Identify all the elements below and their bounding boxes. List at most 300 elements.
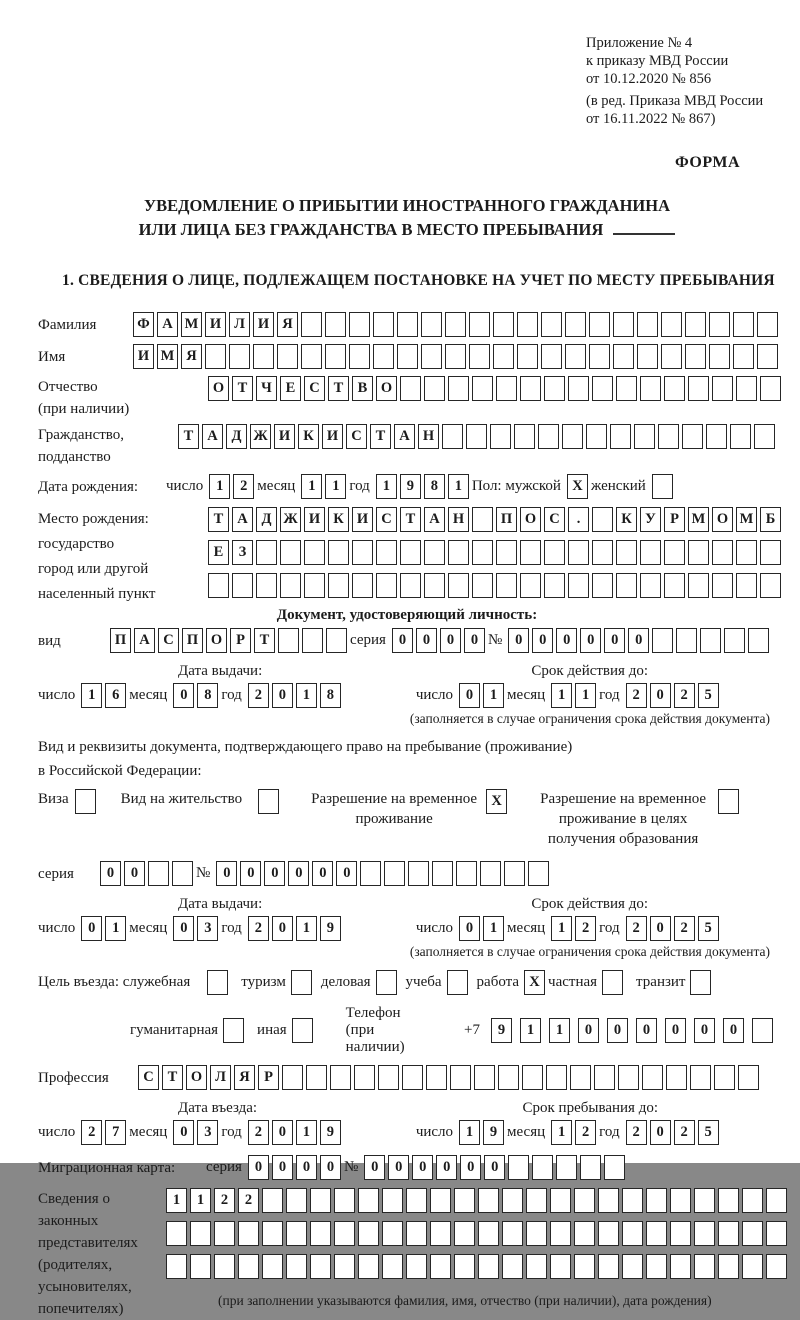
char-box[interactable] — [256, 573, 277, 598]
char-box[interactable]: А — [394, 424, 415, 449]
char-box[interactable]: Н — [418, 424, 439, 449]
char-box[interactable]: . — [568, 507, 589, 532]
char-box[interactable] — [406, 1221, 427, 1246]
char-box[interactable]: Е — [280, 376, 301, 401]
char-box[interactable] — [550, 1221, 571, 1246]
char-box[interactable]: Ф — [133, 312, 154, 337]
char-box[interactable] — [496, 376, 517, 401]
char-box[interactable] — [652, 474, 673, 499]
char-box[interactable] — [454, 1188, 475, 1213]
char-box[interactable] — [690, 1065, 711, 1090]
char-box[interactable]: 0 — [650, 1120, 671, 1145]
char-box[interactable] — [594, 1065, 615, 1090]
char-box[interactable] — [502, 1221, 523, 1246]
char-box[interactable] — [426, 1065, 447, 1090]
char-box[interactable] — [688, 573, 709, 598]
char-box[interactable] — [517, 312, 538, 337]
char-box[interactable] — [690, 970, 711, 995]
char-box[interactable]: 0 — [650, 916, 671, 941]
char-box[interactable] — [238, 1254, 259, 1279]
char-box[interactable] — [712, 573, 733, 598]
char-box[interactable]: 0 — [628, 628, 649, 653]
char-box[interactable] — [373, 344, 394, 369]
char-box[interactable] — [238, 1221, 259, 1246]
char-box[interactable] — [598, 1254, 619, 1279]
char-box[interactable]: 0 — [532, 628, 553, 653]
char-box[interactable] — [528, 861, 549, 886]
char-box[interactable]: 0 — [264, 861, 285, 886]
char-box[interactable]: 0 — [288, 861, 309, 886]
char-box[interactable] — [613, 312, 634, 337]
char-box[interactable]: Р — [258, 1065, 279, 1090]
char-box[interactable]: Д — [226, 424, 247, 449]
char-box[interactable] — [646, 1188, 667, 1213]
char-box[interactable] — [733, 344, 754, 369]
char-box[interactable]: 2 — [575, 916, 596, 941]
char-box[interactable] — [469, 344, 490, 369]
char-box[interactable]: 1 — [209, 474, 230, 499]
char-box[interactable] — [190, 1221, 211, 1246]
char-box[interactable] — [478, 1254, 499, 1279]
char-box[interactable]: 2 — [214, 1188, 235, 1213]
char-box[interactable] — [616, 573, 637, 598]
char-box[interactable] — [733, 312, 754, 337]
purpose-tourism-checkbox[interactable] — [286, 970, 315, 995]
char-box[interactable] — [166, 1254, 187, 1279]
char-box[interactable] — [568, 540, 589, 565]
char-box[interactable]: В — [352, 376, 373, 401]
char-box[interactable] — [445, 312, 466, 337]
char-box[interactable] — [262, 1221, 283, 1246]
char-box[interactable] — [752, 1018, 773, 1043]
char-box[interactable] — [736, 573, 757, 598]
char-box[interactable] — [520, 376, 541, 401]
char-box[interactable]: 9 — [491, 1018, 512, 1043]
char-box[interactable] — [688, 540, 709, 565]
char-box[interactable] — [292, 1018, 313, 1043]
char-box[interactable]: 0 — [723, 1018, 744, 1043]
char-box[interactable] — [373, 312, 394, 337]
char-box[interactable]: С — [304, 376, 325, 401]
char-box[interactable] — [748, 628, 769, 653]
char-box[interactable]: 0 — [272, 683, 293, 708]
char-box[interactable]: 0 — [636, 1018, 657, 1043]
char-box[interactable] — [709, 344, 730, 369]
char-box[interactable] — [574, 1254, 595, 1279]
char-box[interactable] — [148, 861, 169, 886]
char-box[interactable] — [286, 1221, 307, 1246]
char-box[interactable] — [278, 628, 299, 653]
birth-place-input-row1[interactable] — [208, 507, 784, 532]
char-box[interactable] — [712, 540, 733, 565]
char-box[interactable] — [724, 628, 745, 653]
char-box[interactable] — [676, 628, 697, 653]
char-box[interactable] — [700, 628, 721, 653]
char-box[interactable]: 2 — [674, 1120, 695, 1145]
char-box[interactable] — [262, 1254, 283, 1279]
char-box[interactable]: 1 — [551, 1120, 572, 1145]
char-box[interactable]: И — [253, 312, 274, 337]
char-box[interactable] — [760, 573, 781, 598]
char-box[interactable]: М — [736, 507, 757, 532]
char-box[interactable] — [442, 424, 463, 449]
char-box[interactable] — [445, 344, 466, 369]
char-box[interactable] — [496, 540, 517, 565]
char-box[interactable]: С — [376, 507, 397, 532]
char-box[interactable] — [504, 861, 525, 886]
char-box[interactable]: 0 — [173, 1120, 194, 1145]
char-box[interactable] — [421, 344, 442, 369]
char-box[interactable]: 5 — [698, 916, 719, 941]
char-box[interactable]: 0 — [388, 1155, 409, 1180]
stay-month-input[interactable] — [551, 1120, 599, 1145]
char-box[interactable] — [301, 312, 322, 337]
char-box[interactable] — [742, 1254, 763, 1279]
char-box[interactable]: 1 — [448, 474, 469, 499]
char-box[interactable] — [618, 1065, 639, 1090]
char-box[interactable] — [574, 1221, 595, 1246]
char-box[interactable] — [712, 376, 733, 401]
char-box[interactable] — [766, 1188, 787, 1213]
birth-place-input-row2[interactable] — [208, 540, 784, 565]
char-box[interactable] — [325, 312, 346, 337]
profession-input[interactable] — [138, 1065, 762, 1090]
char-box[interactable] — [718, 1188, 739, 1213]
char-box[interactable] — [207, 970, 228, 995]
stay-day-input[interactable] — [459, 1120, 507, 1145]
char-box[interactable] — [376, 573, 397, 598]
char-box[interactable] — [330, 1065, 351, 1090]
char-box[interactable]: 0 — [508, 628, 529, 653]
char-box[interactable] — [526, 1188, 547, 1213]
char-box[interactable]: А — [202, 424, 223, 449]
char-box[interactable] — [565, 344, 586, 369]
char-box[interactable]: 0 — [173, 916, 194, 941]
char-box[interactable]: Я — [277, 312, 298, 337]
char-box[interactable]: 5 — [698, 683, 719, 708]
purpose-official-checkbox[interactable] — [202, 970, 231, 995]
char-box[interactable]: 1 — [483, 916, 504, 941]
stay-year-input[interactable] — [626, 1120, 722, 1145]
char-box[interactable] — [384, 861, 405, 886]
char-box[interactable] — [589, 344, 610, 369]
char-box[interactable]: С — [544, 507, 565, 532]
char-box[interactable] — [589, 312, 610, 337]
char-box[interactable] — [682, 424, 703, 449]
char-box[interactable] — [421, 312, 442, 337]
char-box[interactable] — [472, 507, 493, 532]
char-box[interactable] — [616, 540, 637, 565]
char-box[interactable]: 1 — [520, 1018, 541, 1043]
char-box[interactable] — [736, 540, 757, 565]
char-box[interactable] — [286, 1254, 307, 1279]
char-box[interactable]: К — [328, 507, 349, 532]
char-box[interactable]: 0 — [240, 861, 261, 886]
char-box[interactable] — [376, 970, 397, 995]
char-box[interactable] — [736, 376, 757, 401]
purpose-other-checkbox[interactable] — [287, 1018, 316, 1043]
entry-month-input[interactable] — [173, 1120, 221, 1145]
char-box[interactable]: 1 — [296, 683, 317, 708]
char-box[interactable] — [538, 424, 559, 449]
char-box[interactable] — [526, 1221, 547, 1246]
char-box[interactable] — [256, 540, 277, 565]
sex-female-checkbox[interactable] — [652, 474, 676, 499]
phone-input[interactable] — [486, 1018, 776, 1043]
char-box[interactable]: А — [232, 507, 253, 532]
char-box[interactable] — [602, 970, 623, 995]
char-box[interactable]: 2 — [248, 1120, 269, 1145]
char-box[interactable] — [466, 424, 487, 449]
char-box[interactable] — [520, 573, 541, 598]
char-box[interactable] — [568, 573, 589, 598]
char-box[interactable]: 0 — [556, 628, 577, 653]
char-box[interactable]: 2 — [626, 1120, 647, 1145]
char-box[interactable] — [328, 573, 349, 598]
char-box[interactable] — [280, 540, 301, 565]
char-box[interactable]: 5 — [698, 1120, 719, 1145]
char-box[interactable]: 1 — [190, 1188, 211, 1213]
char-box[interactable] — [574, 1188, 595, 1213]
char-box[interactable] — [526, 1254, 547, 1279]
char-box[interactable]: X — [486, 789, 507, 814]
char-box[interactable]: 1 — [105, 916, 126, 941]
char-box[interactable]: Д — [256, 507, 277, 532]
char-box[interactable]: 2 — [238, 1188, 259, 1213]
doc-issue-month-input[interactable] — [173, 683, 221, 708]
char-box[interactable]: О — [376, 376, 397, 401]
char-box[interactable]: 0 — [216, 861, 237, 886]
char-box[interactable]: 6 — [105, 683, 126, 708]
char-box[interactable]: 1 — [325, 474, 346, 499]
char-box[interactable] — [358, 1254, 379, 1279]
char-box[interactable]: 0 — [665, 1018, 686, 1043]
char-box[interactable] — [262, 1188, 283, 1213]
char-box[interactable] — [709, 312, 730, 337]
char-box[interactable] — [714, 1065, 735, 1090]
char-box[interactable] — [280, 573, 301, 598]
permit-valid-day-input[interactable] — [459, 916, 507, 941]
temp-residence-edu-checkbox[interactable] — [718, 789, 742, 814]
char-box[interactable] — [670, 1254, 691, 1279]
char-box[interactable]: 0 — [296, 1155, 317, 1180]
char-box[interactable]: П — [496, 507, 517, 532]
char-box[interactable]: 0 — [272, 916, 293, 941]
char-box[interactable] — [718, 1254, 739, 1279]
permit-series-input[interactable] — [100, 861, 196, 886]
char-box[interactable]: 0 — [459, 683, 480, 708]
char-box[interactable]: 0 — [694, 1018, 715, 1043]
char-box[interactable] — [580, 1155, 601, 1180]
char-box[interactable] — [408, 861, 429, 886]
purpose-study-checkbox[interactable] — [442, 970, 471, 995]
char-box[interactable] — [622, 1254, 643, 1279]
char-box[interactable]: 9 — [320, 916, 341, 941]
char-box[interactable] — [223, 1018, 244, 1043]
char-box[interactable]: И — [322, 424, 343, 449]
char-box[interactable] — [352, 573, 373, 598]
char-box[interactable] — [424, 573, 445, 598]
char-box[interactable] — [646, 1221, 667, 1246]
doc-series-input[interactable] — [392, 628, 488, 653]
char-box[interactable]: 2 — [233, 474, 254, 499]
char-box[interactable] — [448, 540, 469, 565]
char-box[interactable] — [622, 1188, 643, 1213]
char-box[interactable]: 8 — [424, 474, 445, 499]
char-box[interactable] — [310, 1254, 331, 1279]
char-box[interactable] — [541, 312, 562, 337]
char-box[interactable]: 0 — [412, 1155, 433, 1180]
char-box[interactable] — [214, 1221, 235, 1246]
char-box[interactable]: М — [688, 507, 709, 532]
char-box[interactable]: 0 — [607, 1018, 628, 1043]
char-box[interactable] — [544, 540, 565, 565]
char-box[interactable]: Ж — [280, 507, 301, 532]
char-box[interactable] — [304, 573, 325, 598]
permit-valid-year-input[interactable] — [626, 916, 722, 941]
char-box[interactable]: А — [134, 628, 155, 653]
legal-reps-input-row1[interactable] — [166, 1188, 790, 1213]
char-box[interactable] — [406, 1254, 427, 1279]
char-box[interactable]: И — [205, 312, 226, 337]
birth-year-input[interactable] — [376, 474, 472, 499]
char-box[interactable] — [666, 1065, 687, 1090]
char-box[interactable]: 1 — [296, 1120, 317, 1145]
char-box[interactable] — [378, 1065, 399, 1090]
char-box[interactable]: 2 — [626, 916, 647, 941]
char-box[interactable]: 1 — [551, 916, 572, 941]
char-box[interactable] — [166, 1221, 187, 1246]
doc-valid-year-input[interactable] — [626, 683, 722, 708]
char-box[interactable] — [570, 1065, 591, 1090]
given-name-input[interactable] — [133, 344, 781, 369]
char-box[interactable]: О — [520, 507, 541, 532]
char-box[interactable] — [694, 1254, 715, 1279]
char-box[interactable]: 2 — [674, 683, 695, 708]
char-box[interactable] — [565, 312, 586, 337]
char-box[interactable] — [478, 1221, 499, 1246]
char-box[interactable]: А — [424, 507, 445, 532]
char-box[interactable]: 1 — [483, 683, 504, 708]
char-box[interactable] — [310, 1188, 331, 1213]
char-box[interactable] — [706, 424, 727, 449]
char-box[interactable] — [694, 1221, 715, 1246]
char-box[interactable]: 0 — [124, 861, 145, 886]
char-box[interactable] — [358, 1221, 379, 1246]
char-box[interactable]: И — [133, 344, 154, 369]
char-box[interactable] — [646, 1254, 667, 1279]
char-box[interactable] — [430, 1188, 451, 1213]
citizenship-input[interactable] — [178, 424, 778, 449]
char-box[interactable] — [382, 1188, 403, 1213]
char-box[interactable] — [541, 344, 562, 369]
char-box[interactable] — [664, 573, 685, 598]
char-box[interactable]: 0 — [336, 861, 357, 886]
char-box[interactable] — [550, 1188, 571, 1213]
char-box[interactable] — [306, 1065, 327, 1090]
char-box[interactable] — [424, 376, 445, 401]
permit-issue-year-input[interactable] — [248, 916, 344, 941]
char-box[interactable] — [334, 1221, 355, 1246]
char-box[interactable] — [400, 376, 421, 401]
char-box[interactable] — [382, 1254, 403, 1279]
purpose-private-checkbox[interactable] — [597, 970, 626, 995]
char-box[interactable] — [358, 1188, 379, 1213]
char-box[interactable]: И — [304, 507, 325, 532]
char-box[interactable] — [352, 540, 373, 565]
char-box[interactable]: 1 — [81, 683, 102, 708]
char-box[interactable]: К — [616, 507, 637, 532]
char-box[interactable] — [586, 424, 607, 449]
char-box[interactable] — [604, 1155, 625, 1180]
purpose-work-checkbox[interactable] — [519, 970, 548, 995]
char-box[interactable] — [592, 540, 613, 565]
permit-valid-month-input[interactable] — [551, 916, 599, 941]
char-box[interactable]: О — [712, 507, 733, 532]
char-box[interactable] — [718, 789, 739, 814]
purpose-business-checkbox[interactable] — [371, 970, 400, 995]
char-box[interactable]: 0 — [580, 628, 601, 653]
char-box[interactable]: 0 — [272, 1155, 293, 1180]
char-box[interactable] — [616, 376, 637, 401]
char-box[interactable] — [514, 424, 535, 449]
char-box[interactable] — [640, 540, 661, 565]
char-box[interactable]: 1 — [376, 474, 397, 499]
char-box[interactable]: 0 — [416, 628, 437, 653]
migration-number-input[interactable] — [364, 1155, 628, 1180]
char-box[interactable]: 7 — [105, 1120, 126, 1145]
char-box[interactable] — [349, 312, 370, 337]
char-box[interactable]: Т — [254, 628, 275, 653]
char-box[interactable]: 0 — [604, 628, 625, 653]
char-box[interactable] — [302, 628, 323, 653]
char-box[interactable] — [598, 1221, 619, 1246]
char-box[interactable] — [253, 344, 274, 369]
char-box[interactable] — [75, 789, 96, 814]
char-box[interactable] — [658, 424, 679, 449]
char-box[interactable]: Р — [664, 507, 685, 532]
char-box[interactable]: 0 — [320, 1155, 341, 1180]
char-box[interactable] — [742, 1188, 763, 1213]
birth-place-input-row3[interactable] — [208, 573, 784, 598]
char-box[interactable] — [754, 424, 775, 449]
residence-permit-checkbox[interactable] — [258, 789, 282, 814]
char-box[interactable] — [760, 376, 781, 401]
char-box[interactable]: 0 — [173, 683, 194, 708]
char-box[interactable]: Н — [448, 507, 469, 532]
char-box[interactable] — [592, 573, 613, 598]
char-box[interactable] — [376, 540, 397, 565]
char-box[interactable] — [634, 424, 655, 449]
char-box[interactable] — [568, 376, 589, 401]
char-box[interactable] — [766, 1221, 787, 1246]
char-box[interactable]: Я — [181, 344, 202, 369]
char-box[interactable]: 0 — [364, 1155, 385, 1180]
char-box[interactable] — [447, 970, 468, 995]
char-box[interactable] — [432, 861, 453, 886]
char-box[interactable] — [402, 1065, 423, 1090]
char-box[interactable] — [397, 344, 418, 369]
char-box[interactable] — [508, 1155, 529, 1180]
char-box[interactable]: 2 — [626, 683, 647, 708]
char-box[interactable]: Е — [208, 540, 229, 565]
char-box[interactable]: З — [232, 540, 253, 565]
doc-type-input[interactable] — [110, 628, 350, 653]
char-box[interactable]: П — [182, 628, 203, 653]
char-box[interactable] — [291, 970, 312, 995]
char-box[interactable]: Р — [230, 628, 251, 653]
char-box[interactable]: 0 — [436, 1155, 457, 1180]
